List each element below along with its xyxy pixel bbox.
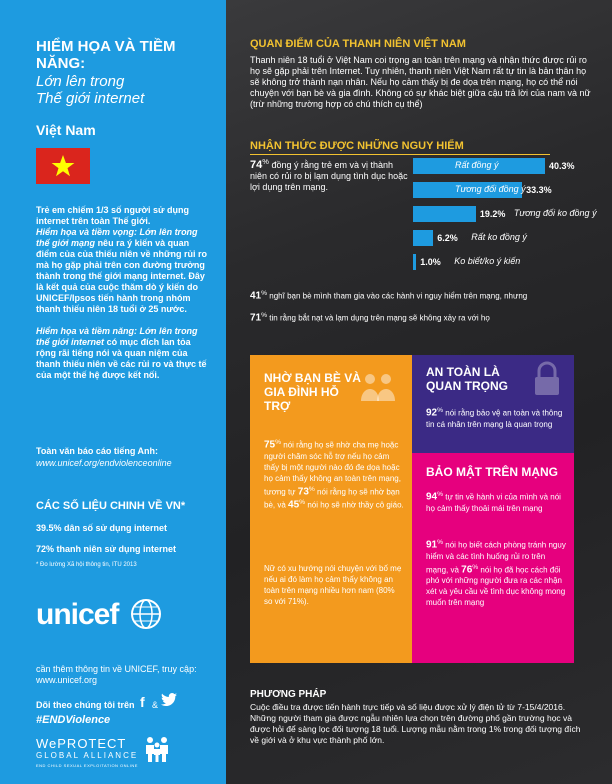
bar-label-0: Rất đồng ý (455, 160, 499, 170)
stat-76-desc: nói họ đã học cách đối phó với những người đưa ra các nhận xét và yêu cầu về tình dục không mong muốn trên mạng (426, 565, 566, 608)
lock-icon (532, 361, 562, 402)
stat-45-num: 45 (288, 499, 300, 511)
bar-value-2: 19.2% (479, 209, 506, 219)
stat-74-desc: đồng ý rằng trẻ em và vị thành niên có rủi ro bị lạm dụng tình dục hoặc lợi dụng trên mạng. (250, 160, 408, 192)
more-info: cần thêm thông tin về UNICEF, truy cập: www.unicef.org (36, 664, 197, 685)
box-safety (412, 355, 574, 453)
stat-92-num: 92 (426, 407, 438, 419)
bar-label-3: Rất ko đồng ý (471, 232, 527, 242)
report-label: Toàn văn báo cáo tiếng Anh: (36, 446, 159, 456)
box-online-security-text2: 91% nói họ biết cách phòng tránh nguy hiểm và các tình huống rủi ro trên mạng, và 76% nói họ đã học cách đối phó với những người đưa ra các nhận xét và yêu cầu về tình dục không mong muốn trên mạng (426, 539, 566, 608)
intro-p2: nêu ra ý kiến và quan điểm của của thiếu niên về những rủi ro mà họ gặp phải trên con đường trưởng thành trong thế giới mạng internet. Đây là kết quả của cuộc thăm dò ý kiến do UNICEF/Ipsos tiến hành trong nhóm thanh thiếu niên 18 tuổi ở 25 nước. (36, 238, 208, 314)
bar-value-1: 33.3% (526, 185, 552, 195)
box-online-security-text1: 94% tự tin về hành vi của mình và nói họ cảm thấy thoải mái trên mạng (426, 491, 561, 513)
stat-74-text (250, 156, 410, 193)
stat-91-num: 91 (426, 539, 438, 551)
box-online-security-heading: BẢO MẬT TRÊN MẠNG (426, 465, 558, 479)
bar-label-2: Tương đối ko đồng ý (513, 208, 597, 218)
box-support-text2: Nữ có xu hướng nói chuyện với bố mẹ nếu ai đó làm họ cảm thấy không an toàn trên mạng nhiều hơn nam (80% so với 71%). (264, 564, 402, 606)
ampersand: & (152, 700, 159, 710)
stat-73-desc: nói rằng họ sẽ nhờ bạn bè, và (264, 487, 400, 510)
hashtag[interactable]: #ENDViolence (36, 714, 111, 726)
intro-p1: Trẻ em chiếm 1/3 số người sử dụng internet trên toàn Thế giới. (36, 205, 189, 226)
weprotect-tagline: END CHILD SEXUAL EXPLOITATION ONLINE (36, 763, 138, 768)
people-group-icon (358, 371, 398, 410)
unicef-logo: unicef (36, 598, 119, 631)
section-heading-awareness: NHẬN THỨC ĐƯỢC NHỮNG NGUY HIỂM (250, 140, 550, 155)
report-info (36, 445, 216, 469)
vietnam-flag-icon (36, 148, 90, 184)
bar-value-0: 40.3% (549, 161, 575, 171)
stat-74-sup: % (262, 157, 269, 166)
intro-p2-title: Hiểm họa và tiềm vọng: Lớn lên trong thế giới mạng (36, 227, 198, 248)
stats-footnote: * Đo lường Xã hội thông tin, ITU 2013 (36, 562, 137, 568)
box-safety-heading: AN TOÀN LÀ QUAN TRỌNG (426, 365, 508, 393)
doc-subtitle-line1: Lớn lên trong (36, 73, 125, 90)
intro-p3: có mục đích lan tỏa rộng rãi tiếng nói và quan niệm của thanh thiếu niên về các rủi ro và thực tế của một thế hệ được kết nối. (36, 337, 207, 380)
stat-45-desc: nói họ sẽ nhờ thầy cô giáo. (307, 500, 404, 510)
stat-youth-users: 72% thanh niên sử dụng internet (36, 544, 177, 554)
weprotect-sub: GLOBAL ALLIANCE (36, 751, 139, 760)
methodology-text: Cuộc điều tra được tiến hành trực tiếp và số liệu được xử lý điện tử từ 7-15/4/2016. Những người tham gia được ngẫu nhiên lựa chọn trên đường phố gần trường học và được hỏi để sàng lọc đối tượng 18 tuổi. Lượng mẫu nằm trong 1% trong đối tượng đích về giới và ở khu vực thành phố lớn. (250, 702, 581, 745)
stat-94-desc: tự tin về hành vi của mình và nói họ cảm thấy thoải mái trên mạng (426, 492, 561, 513)
box-online-security (412, 453, 574, 663)
country-name: Việt Nam (36, 122, 96, 138)
stat-75-desc: nói rằng họ sẽ nhờ cha mẹ hoặc người chăm sóc hỗ trợ nếu họ cảm thấy bị một người nào đó đe dọa hoặc họ cảm thấy không an toàn trên mạng, tương tự (264, 440, 401, 497)
bar-value-4: 1.0% (420, 257, 441, 267)
weprotect-logo: WePROTECT (36, 736, 127, 751)
stat-internet-users: 39.5% dân số sử dụng internet (36, 523, 168, 533)
stat-92-desc: nói rằng bảo vệ an toàn và thông tin cá nhân trên mạng là quan trọng (426, 408, 563, 429)
bar-3 (413, 230, 433, 246)
bar-2 (413, 206, 476, 222)
stat-71-num: 71 (250, 312, 262, 324)
bar-4 (413, 254, 416, 270)
stat-76-num: 76 (461, 564, 473, 576)
box-support (250, 355, 412, 663)
unicef-globe-icon (130, 598, 162, 635)
stat-73-num: 73 (297, 486, 309, 498)
left-panel (0, 0, 226, 784)
bar-label-1: Tương đối đồng ý (455, 184, 526, 194)
stat-71-text (250, 312, 595, 324)
stat-41-text (250, 290, 595, 302)
box-support-text1: 75% nói rằng họ sẽ nhờ cha mẹ hoặc người chăm sóc hỗ trợ nếu họ cảm thấy bị một người nào đó đe dọa hoặc họ cảm thấy không an toàn trên mạng, tương tự 73% nói rằng họ sẽ nhờ bạn bè, và 45% nói họ sẽ nhờ thầy cô giáo. (264, 439, 404, 511)
youth-view-text: Thanh niên 18 tuổi ở Việt Nam coi trọng an toàn trên mạng và nhận thức được rủi ro họ sẽ gặp phải trên Internet. Tuy nhiên, thanh niên Việt Nam rất tự tin là bản thân họ sẽ không trở thành nạn nhân. Nếu họ cảm thấy bị đe dọa trên mạng, họ có thể nói chuyện với bạn bè và gia đình. Không có sự khác biệt giữa cậu trả lời của nam và nữ (trừ những trường hợp có chú thích cụ thể) (250, 55, 591, 109)
report-link[interactable]: www.unicef.org/endviolenceonline (36, 458, 172, 468)
stat-41-desc: nghĩ bạn bè mình tham gia vào các hành vi nguy hiểm trên mạng, nhưng (269, 291, 528, 301)
bar-label-4: Ko biết/ko ý kiến (454, 256, 521, 266)
facebook-icon[interactable]: f (140, 694, 145, 710)
doc-title-text: HIỂM HỌA VÀ TIỀM NĂNG: (36, 38, 176, 72)
section-heading-youth-view: QUAN ĐIỂM CỦA THANH NIÊN VIỆT NAM (250, 38, 466, 50)
intro-text (36, 205, 211, 381)
stat-71-desc: tin rằng bắt nạt và lạm dụng trên mạng sẽ không xảy ra với họ (269, 313, 490, 323)
stats-heading: CÁC SỐ LIỆU CHINH VỀ VN* (36, 500, 186, 512)
stat-91-desc: nói họ biết cách phòng tránh nguy hiểm và các tình huống rủi ro trên mạng, và (426, 540, 566, 575)
stat-75-num: 75 (264, 439, 276, 451)
weprotect-people-icon (143, 736, 171, 767)
doc-subtitle-line2: Thế giới internet (36, 90, 145, 107)
stat-94-num: 94 (426, 491, 438, 503)
stat-41-sup: % (261, 290, 268, 297)
doc-title (36, 38, 226, 72)
methodology-heading: PHƯƠNG PHÁP (250, 689, 327, 700)
follow-us: Dõi theo chúng tôi trên (36, 700, 135, 710)
box-safety-text: 92% nói rằng bảo vệ an toàn và thông tin cá nhân trên mạng là quan trọng (426, 407, 563, 429)
twitter-icon[interactable] (161, 693, 177, 710)
stat-71-sup: % (261, 312, 268, 319)
doc-subtitle (36, 73, 144, 107)
stat-74-num: 74 (250, 159, 263, 171)
stat-41-num: 41 (250, 290, 262, 302)
box-support-heading: NHỜ BẠN BÈ VÀ GIA ĐÌNH HỖ TRỢ (264, 371, 361, 413)
bar-value-3: 6.2% (437, 233, 458, 243)
intro-p3-title: Hiểm họa và tiềm năng: Lớn lên trong thế giới internet (36, 326, 198, 347)
